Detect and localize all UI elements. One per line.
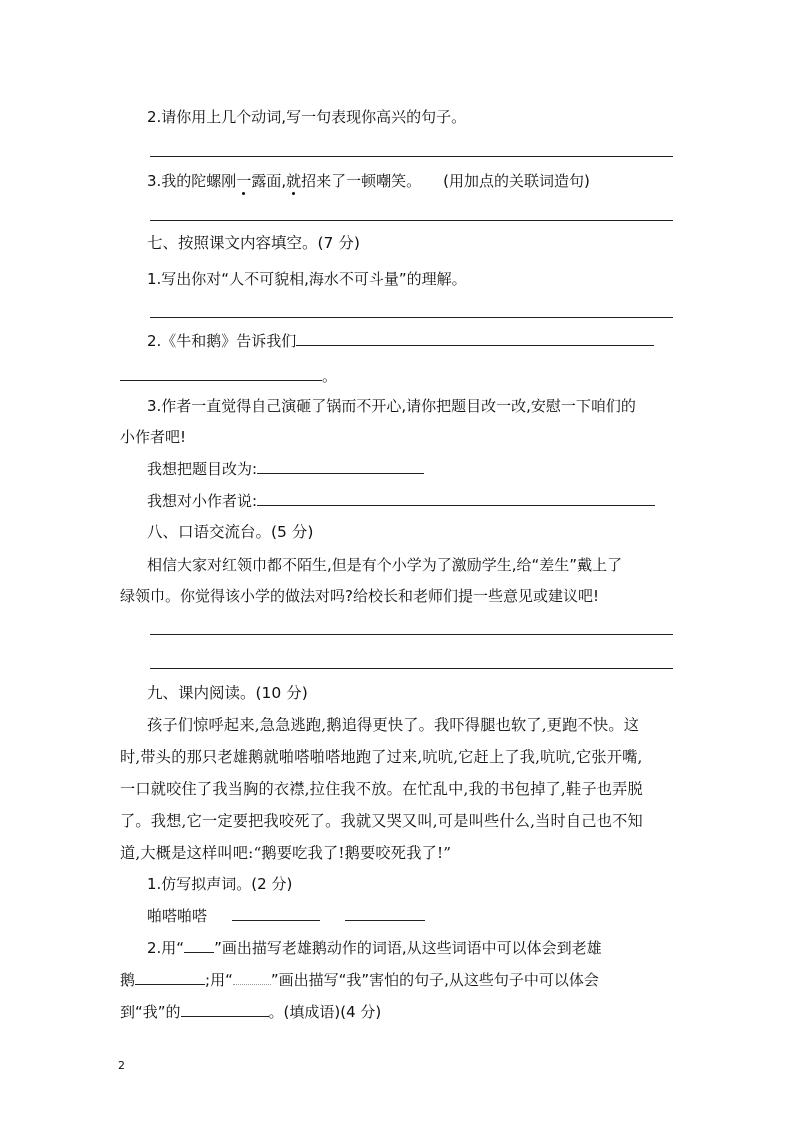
answer-line[interactable]	[150, 317, 673, 318]
wavy-underline-sample	[233, 972, 271, 985]
underline-sample	[184, 938, 214, 953]
text: 。	[322, 367, 338, 385]
example-word: 啪嗒啪嗒	[147, 907, 208, 925]
q9-sub2-line3	[120, 1002, 381, 1022]
text: 我想把题目改为:	[147, 460, 258, 478]
q8-line2: 绿领巾。你觉得该小学的做法对吗?给校长和老师们提一些意见或建议吧!	[120, 587, 599, 605]
text: 2.《牛和鹅》告诉我们	[147, 332, 297, 350]
text: 到“我”的	[120, 1003, 181, 1021]
answer-line[interactable]	[150, 634, 673, 635]
q9-sub2-line1	[147, 938, 602, 958]
text: ”画出描写“我”害怕的句子,从这些句子中可以体会	[270, 971, 599, 989]
text: 鹅	[120, 971, 136, 989]
q7-item3-line1: 3.作者一直觉得自己演砸了锅而不开心,请你把题目改一改,安慰一下咱们的	[147, 397, 636, 415]
q9-sub1-answer	[147, 906, 425, 926]
fill-blank[interactable]	[296, 331, 654, 346]
text: ”画出描写老雄鹅动作的词语,从这些词语中可以体会到老雄	[214, 939, 602, 957]
text: 2.用“	[147, 939, 185, 957]
q7-item2	[147, 331, 654, 351]
q8-line1: 相信大家对红领巾都不陌生,但是有个小学为了激励学生,给“差生”戴上了	[147, 556, 623, 574]
fill-blank[interactable]	[257, 491, 655, 506]
answer-line[interactable]	[150, 668, 673, 669]
section-7-heading: 七、按照课文内容填空。(7 分)	[147, 234, 360, 252]
dotted-char: 一	[236, 172, 252, 190]
answer-line[interactable]	[150, 156, 673, 157]
q7-item2-cont	[120, 366, 337, 386]
text: 我想对小作者说:	[147, 492, 258, 510]
dotted-char: 就	[286, 172, 302, 190]
q6-item2: 2.请你用上几个动词,写一句表现你高兴的句子。	[147, 108, 467, 126]
fill-blank[interactable]	[232, 906, 320, 921]
fill-blank[interactable]	[257, 459, 424, 474]
fill-blank[interactable]	[181, 1002, 269, 1017]
q9-sub1: 1.仿写拟声词。(2 分)	[147, 875, 293, 893]
text: 露面,	[251, 172, 287, 190]
passage-line: 道,大概是这样叫吧:“鹅要吃我了!鹅要咬死我了!”	[120, 844, 452, 862]
instruction-note: (用加点的关联词造句)	[443, 172, 590, 190]
fill-blank[interactable]	[345, 906, 425, 921]
passage-line: 孩子们惊呼起来,急急逃跑,鹅追得更快了。我吓得腿也软了,更跑不快。这	[147, 716, 640, 734]
page-number: 2	[118, 1059, 125, 1072]
q7-item1: 1.写出你对“人不可貌相,海水不可斗量”的理解。	[147, 270, 467, 288]
q9-sub2-line2	[120, 970, 599, 990]
fill-blank[interactable]	[120, 366, 322, 381]
passage-line: 时,带头的那只老雄鹅就啪嗒啪嗒地跑了过来,吭吭,它赶上了我,吭吭,它张开嘴,	[120, 748, 643, 766]
text: 3.我的陀螺刚	[147, 172, 237, 190]
q7-item3-line2: 小作者吧!	[120, 428, 187, 446]
section-8-heading: 八、口语交流台。(5 分)	[147, 523, 314, 541]
text: 。(填成语)(4 分)	[268, 1003, 382, 1021]
section-9-heading: 九、课内阅读。(10 分)	[147, 684, 308, 702]
answer-line[interactable]	[150, 220, 673, 221]
q6-item3	[147, 171, 590, 191]
passage-line: 一口就咬住了我当胸的衣襟,拉住我不放。在忙乱中,我的书包掉了,鞋子也弄脱	[120, 780, 643, 798]
text: ;用“	[205, 971, 233, 989]
text: 招来了一顿嘲笑。	[301, 172, 422, 190]
title-prompt	[147, 459, 424, 479]
passage-line: 了。我想,它一定要把我咬死了。我就又哭又叫,可是叫些什么,当时自己也不知	[120, 812, 643, 830]
fill-blank[interactable]	[135, 970, 205, 985]
author-prompt	[147, 491, 655, 511]
